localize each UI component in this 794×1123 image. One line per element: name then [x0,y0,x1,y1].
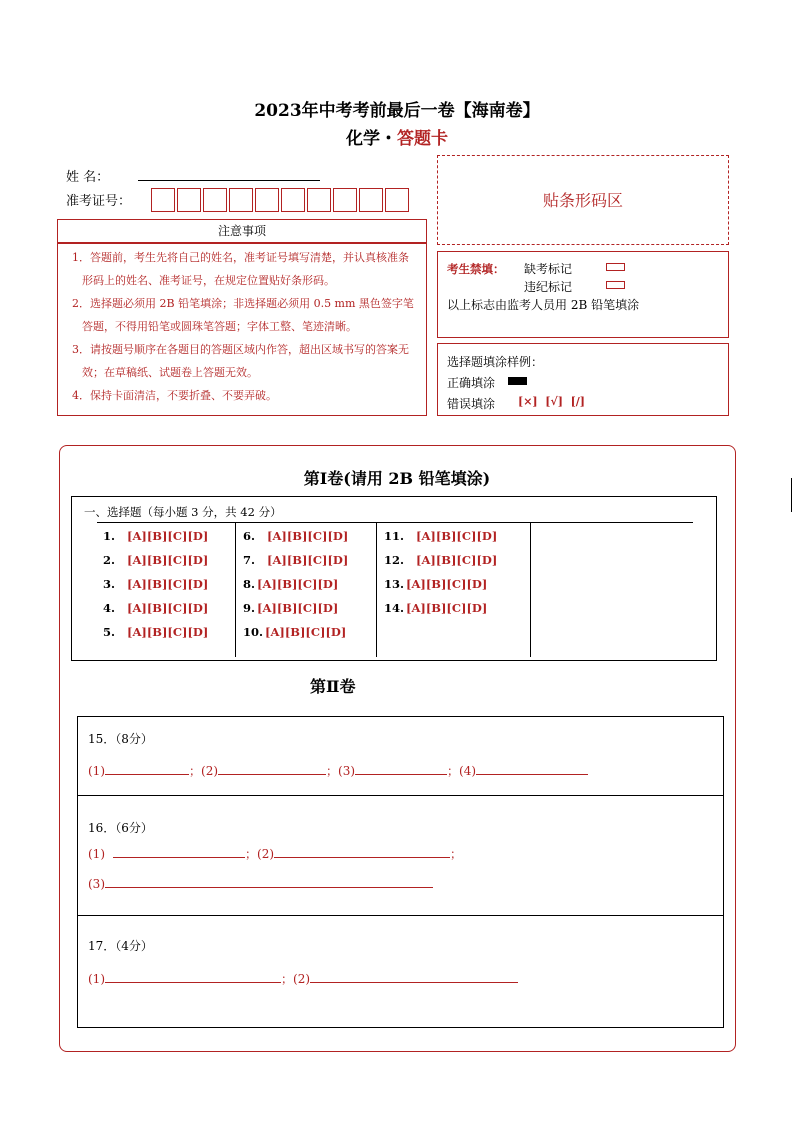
mc-question[interactable] [243,529,348,543]
q16-answers-row1 [88,845,462,862]
question-number: 14. [384,601,405,615]
mc-question[interactable] [243,625,346,639]
q15-blank-4[interactable] [476,762,588,775]
correct-fill-label: 正确填涂 [447,376,496,390]
forbidden-box [437,251,729,338]
q15-blank-2[interactable] [218,762,326,775]
answer-options[interactable]: [A][B][C][D] [127,553,209,567]
mc-question[interactable] [384,529,497,543]
notes-box [57,243,427,416]
id-cell[interactable] [281,188,305,212]
id-cell[interactable] [151,188,175,212]
mc-section-label: 一、选择题（每小题 3 分，共 42 分） [84,505,282,519]
question-number: 2. [103,553,116,567]
question-number: 7. [243,553,256,567]
mc-question[interactable] [384,577,487,591]
q16-box [77,795,724,916]
q15-box [77,716,724,796]
q16-blank-1[interactable] [113,845,245,858]
notes-title: 注意事项 [57,219,427,243]
subject-label: 化学・ [346,129,397,149]
name-field[interactable] [138,180,320,181]
wrong-fill-samples: [×] [√] [/] [518,395,586,408]
note-item: 1．答题前，考生先将自己的姓名，准考证号填写清楚，并认真核准条形码上的姓名、准考证号，在规定位置贴好条形码。 [72,251,409,287]
id-cell[interactable] [333,188,357,212]
question-number: 3. [103,577,116,591]
id-cell[interactable] [307,188,331,212]
question-number: 6. [243,529,256,543]
separator: ； [281,972,294,986]
mc-question[interactable] [243,553,348,567]
part2-title: 第Ⅱ卷 [310,677,356,696]
page-subtitle [0,124,794,149]
id-grid[interactable] [151,188,411,212]
q15-label: 15．（8分） [88,732,153,746]
q17-blank-label: (1) [88,972,105,986]
q15-answers [88,762,588,779]
correct-fill-sample [508,377,527,385]
answer-options[interactable]: [A][B][C][D] [257,601,339,615]
q17-blank-1[interactable] [105,970,281,983]
question-number: 1. [103,529,116,543]
answer-options[interactable]: [A][B][C][D] [267,553,349,567]
q15-blank-3[interactable] [355,762,447,775]
violation-label: 违纪标记 [524,280,573,294]
mc-divider [97,522,693,523]
q16-blank-label: (3) [88,877,105,891]
q16-answers-row2 [88,875,433,891]
mc-question[interactable] [103,625,208,639]
note-item: 3．请按题号顺序在各题目的答题区域内作答，超出区域书写的答案无效；在草稿纸、试题卷上答题无效。 [72,343,409,379]
answer-options[interactable]: [A][B][C][D] [406,577,488,591]
q15-blank-label: (4) [459,764,477,778]
q16-blank-label: (2) [257,847,275,861]
question-number: 5. [103,625,116,639]
answer-options[interactable]: [A][B][C][D] [416,529,498,543]
q15-blank-label: (1) [88,764,105,778]
q17-blank-2[interactable] [310,970,518,983]
id-cell[interactable] [385,188,409,212]
mc-question[interactable] [103,577,208,591]
mc-question[interactable] [384,601,487,615]
name-label: 姓 名： [66,170,110,185]
wrong-fill-label: 错误填涂 [447,397,496,411]
q17-label: 17．（4分） [88,939,153,953]
fill-example-box [437,343,729,416]
q17-blank-label: (2) [293,972,311,986]
answer-options[interactable]: [A][B][C][D] [416,553,498,567]
id-cell[interactable] [255,188,279,212]
mc-question[interactable] [103,553,208,567]
mc-col-divider [530,523,531,657]
fill-example-title: 选择题填涂样例： [447,355,544,369]
answer-card-label: 答题卡 [397,129,448,149]
question-number: 11. [384,529,405,543]
absent-label: 缺考标记 [524,262,573,276]
id-cell[interactable] [229,188,253,212]
barcode-label: 贴条形码区 [542,191,623,210]
note-item: 2．选择题必须用 2B 铅笔填涂；非选择题必须用 0.5 mm 黑色签字笔答题，不得用铅笔或圆珠笔答题；字体工整、笔迹清晰。 [72,297,414,333]
violation-mark[interactable] [606,281,625,289]
separator: ； [245,847,258,861]
answer-options[interactable]: [A][B][C][D] [127,529,209,543]
mc-col-divider [235,523,236,657]
id-label: 准考证号： [66,194,132,209]
answer-options[interactable]: [A][B][C][D] [257,577,339,591]
edge-mark [791,478,792,512]
forbidden-label: 考生禁填： [447,262,505,276]
answer-options[interactable]: [A][B][C][D] [127,577,209,591]
mc-question[interactable] [243,601,338,615]
q17-answers [88,970,518,987]
part1-title: 第Ⅰ卷(请用 2B 铅笔填涂) [303,469,491,488]
mc-question[interactable] [103,529,208,543]
question-number: 13. [384,577,405,591]
separator: ； [189,764,202,778]
mc-question[interactable] [103,601,208,615]
question-number: 9. [243,601,256,615]
absent-mark[interactable] [606,263,625,271]
answer-options[interactable]: [A][B][C][D] [406,601,488,615]
mc-box [71,496,717,661]
question-number: 12. [384,553,405,567]
id-cell[interactable] [359,188,383,212]
answer-options[interactable]: [A][B][C][D] [127,625,209,639]
id-cell[interactable] [177,188,201,212]
q17-box [77,915,724,1028]
answer-options[interactable]: [A][B][C][D] [265,625,347,639]
mc-question[interactable] [384,553,497,567]
q15-blank-1[interactable] [105,762,189,775]
q16-blank-3[interactable] [105,875,433,888]
question-number: 8. [243,577,256,591]
q15-blank-label: (2) [201,764,219,778]
answer-options[interactable]: [A][B][C][D] [267,529,349,543]
question-number: 10. [243,625,264,639]
q15-blank-label: (3) [338,764,356,778]
id-cell[interactable] [203,188,227,212]
separator: ； [447,764,460,778]
separator: ； [326,764,339,778]
separator: ； [450,847,463,861]
q16-label: 16．（6分） [88,821,153,835]
mc-col-divider [376,523,377,657]
barcode-area [437,155,729,245]
q16-blank-2[interactable] [274,845,450,858]
q16-blank-label: (1) [88,847,105,861]
answer-options[interactable]: [A][B][C][D] [127,601,209,615]
mc-question[interactable] [243,577,338,591]
question-number: 4. [103,601,116,615]
page-title: 2023年中考考前最后一卷【海南卷】 [254,101,540,121]
forbidden-note: 以上标志由监考人员用 2B 铅笔填涂 [447,298,640,312]
note-item: 4．保持卡面清洁，不要折叠、不要弄破。 [72,389,277,402]
